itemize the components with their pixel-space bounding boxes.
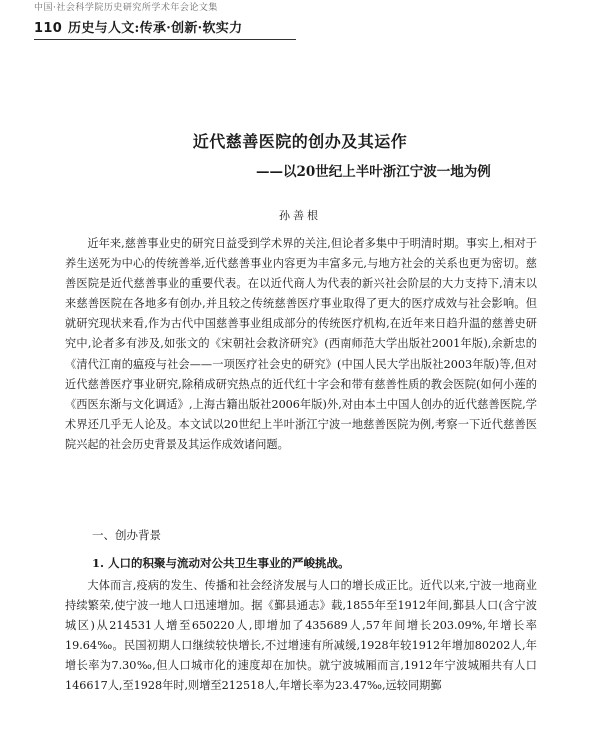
- article-subtitle: ——以20世纪上半叶浙江宁波一地为例: [256, 164, 491, 180]
- running-head: 中国·社会科学院历史研究所学术年会论文集: [34, 3, 218, 13]
- page-header: [34, 17, 242, 36]
- series-title: 历史与人文:传承·创新·软实力: [68, 21, 243, 36]
- subsection-heading: 1. 人口的积聚与流动对公共卫生事业的严峻挑战。: [92, 556, 350, 570]
- abstract-paragraph: 近年来,慈善事业史的研究日益受到学术界的关注,但论者多集中于明清时期。事实上,相对于养生送死为中心的传统善举,近代慈善事业内容更为丰富多元,与地方社会的关系也更为密切。慈善医院是近代慈善事业的重要代表。在以近代商人为代表的新兴社会阶层的大力支持下,清末以来慈善医院在各地多有创办,并且较之传统慈善医疗事业取得了更大的医疗成效与社会影响。但就研究现状来看,作为古代中国慈善事业组成部分的传统医疗机构,在近年来日趋升温的慈善史研究中,论者多有涉及,如张文的《宋朝社会救济研究》(西南师范大学出版社2001年版),余新忠的《清代江南的瘟疫与社会——一项医疗社会史的研究》(中国人民大学出版社2003年版)等,但对近代慈善医疗事业研究,除稍成研究热点的近代红十字会和带有慈善性质的教会医院(如何小莲的《西医东渐与文化调适》,上海古籍出版社2006年版)外,对由本土中国人创办的近代慈善医院,学术界还几乎无人论及。本文试以20世纪上半叶浙江宁波一地慈善医院为例,考察一下近代慈善医院兴起的社会历史背景及其运作成效诸问题。: [65, 237, 537, 451]
- body-paragraph: 大体而言,疫病的发生、传播和社会经济发展与人口的增长成正比。近代以来,宁波一地商业持续繁荣,使宁波一地人口迅速增加。据《鄞县通志》载,1855年至1912年间,鄞县人口(含宁波城区)从214531人增至650220人,即增加了435689人,57年间增长203.09%,年增长率19.64‰。民国初期人口继续较快增长,不过增速有所减缓,1928年较1912年增加80202人,年增长率为7.30‰,但人口城市化的速度却在加快。就宁波城厢而言,1912年宁波城厢共有人口146617人,至1928年时,则增至212518人,年增长率为23.47‰,远较同期鄞: [65, 579, 537, 693]
- header-rule: [34, 39, 296, 40]
- section-heading: 一、创办背景: [92, 528, 161, 542]
- author-name: 孙善根: [279, 209, 321, 222]
- article-title: 近代慈善医院的创办及其运作: [192, 132, 408, 151]
- page-number: 110: [34, 21, 63, 36]
